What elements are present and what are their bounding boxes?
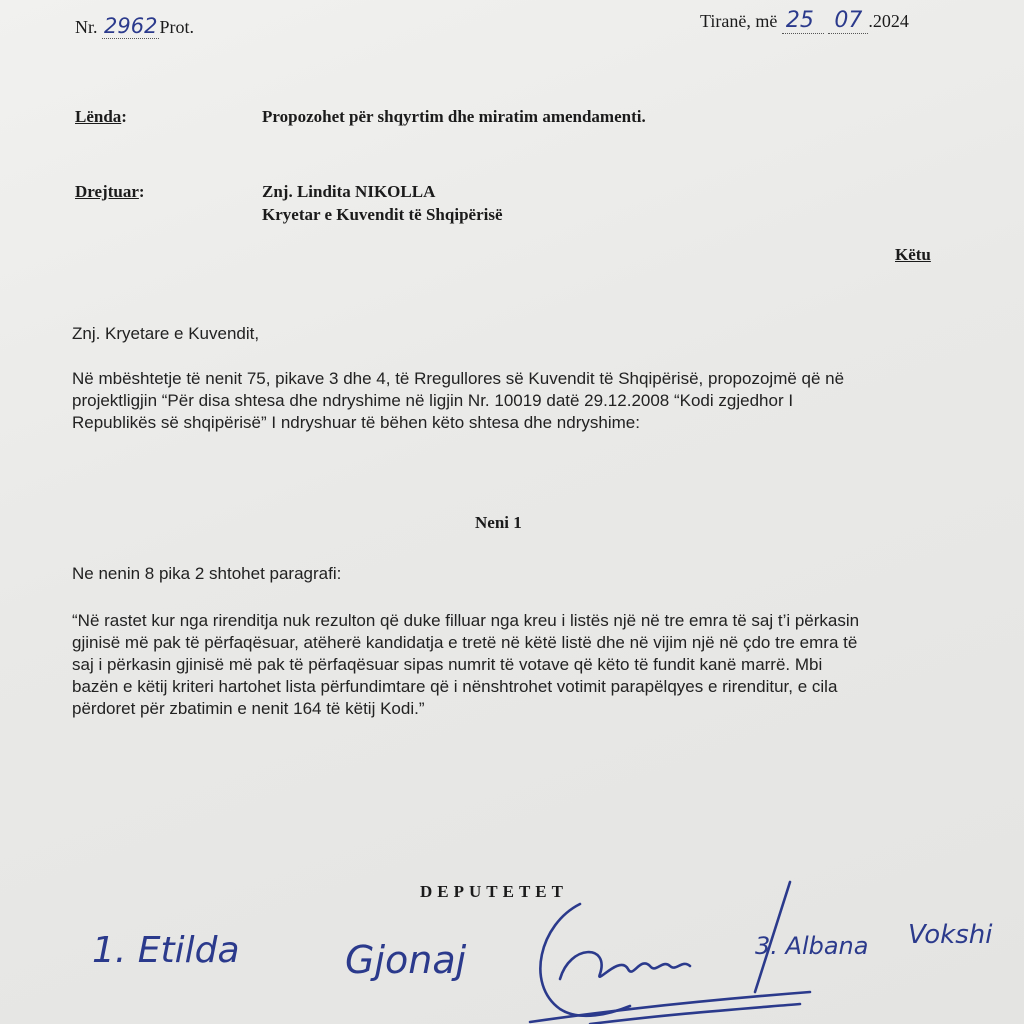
subject-text: Propozohet për shqyrtim dhe miratim amendamenti. (262, 107, 646, 126)
addressee-location: Këtu (895, 245, 931, 264)
amendment-quote (72, 610, 950, 720)
signature-1-name: 1. Etilda (92, 930, 240, 971)
signatures-heading: DEPUTETET (420, 882, 568, 901)
date-month: 07 (828, 8, 868, 34)
quote-line: përdoret për zbatimin e nenit 164 të këtij Kodi.” (72, 699, 425, 718)
date-line (700, 8, 909, 33)
subject-label-text: Lënda (75, 107, 122, 126)
quote-line: “Në rastet kur nga rirenditja nuk rezulton që duke filluar nga kreu i listës një në tre emra të saj t’i përkasin (72, 611, 860, 630)
date-day: 25 (782, 8, 824, 34)
salutation: Znj. Kryetare e Kuvendit, (72, 324, 260, 343)
intro-paragraph (72, 368, 942, 434)
intro-line: projektligjin “Për disa shtesa dhe ndryshime në ligjin Nr. 10019 datë 29.12.2008 “Kodi zgjedhor I (72, 391, 794, 410)
quote-line: saj i përkasin gjinisë më pak të përfaqësuar sipas numrit të votave që këto të fundit kanë marrë. Mbi (72, 655, 823, 674)
addressee-title: Kryetar e Kuvendit të Shqipërisë (262, 205, 503, 224)
addressee-label-text: Drejtuar (75, 182, 139, 201)
intro-line: Republikës së shqipërisë” I ndryshuar të bëhen këto shtesa dhe ndryshime: (72, 413, 640, 432)
protocol-prefix: Nr. (75, 17, 98, 37)
intro-line: Në mbështetje të nenit 75, pikave 3 dhe 4, të Rregullores së Kuvendit të Shqipërisë, propozojmë që në (72, 369, 845, 388)
date-year: .2024 (868, 11, 909, 31)
subject-label-colon: : (121, 107, 127, 126)
signature-3-surname: Vokshi (908, 920, 993, 950)
protocol-number-handwritten: 2962 (104, 14, 158, 38)
protocol-suffix: Prot. (159, 17, 194, 37)
protocol-number (75, 14, 194, 38)
quote-line: bazën e këtij kriteri hartohet lista përfundimtare që i nënshtrohet votimit parapëlqyes e rirenditur, e cila (72, 677, 838, 696)
signature-3-name: 3. Albana (755, 932, 869, 960)
place-prefix: Tiranë, më (700, 11, 778, 31)
quote-line: gjinisë më pak të përfaqësuar, atëherë kandidatja e tretë në këtë listë dhe në vijim një në çdo tre emra të (72, 633, 858, 652)
signature-1-surname: Gjonaj (345, 938, 467, 982)
addressee-label (75, 182, 145, 202)
article-title: Neni 1 (475, 513, 522, 532)
addressee-name: Znj. Lindita NIKOLLA (262, 182, 436, 201)
subject-label (75, 107, 127, 127)
addressee-label-colon: : (138, 182, 145, 201)
article-intro: Ne nenin 8 pika 2 shtohet paragrafi: (72, 564, 342, 583)
